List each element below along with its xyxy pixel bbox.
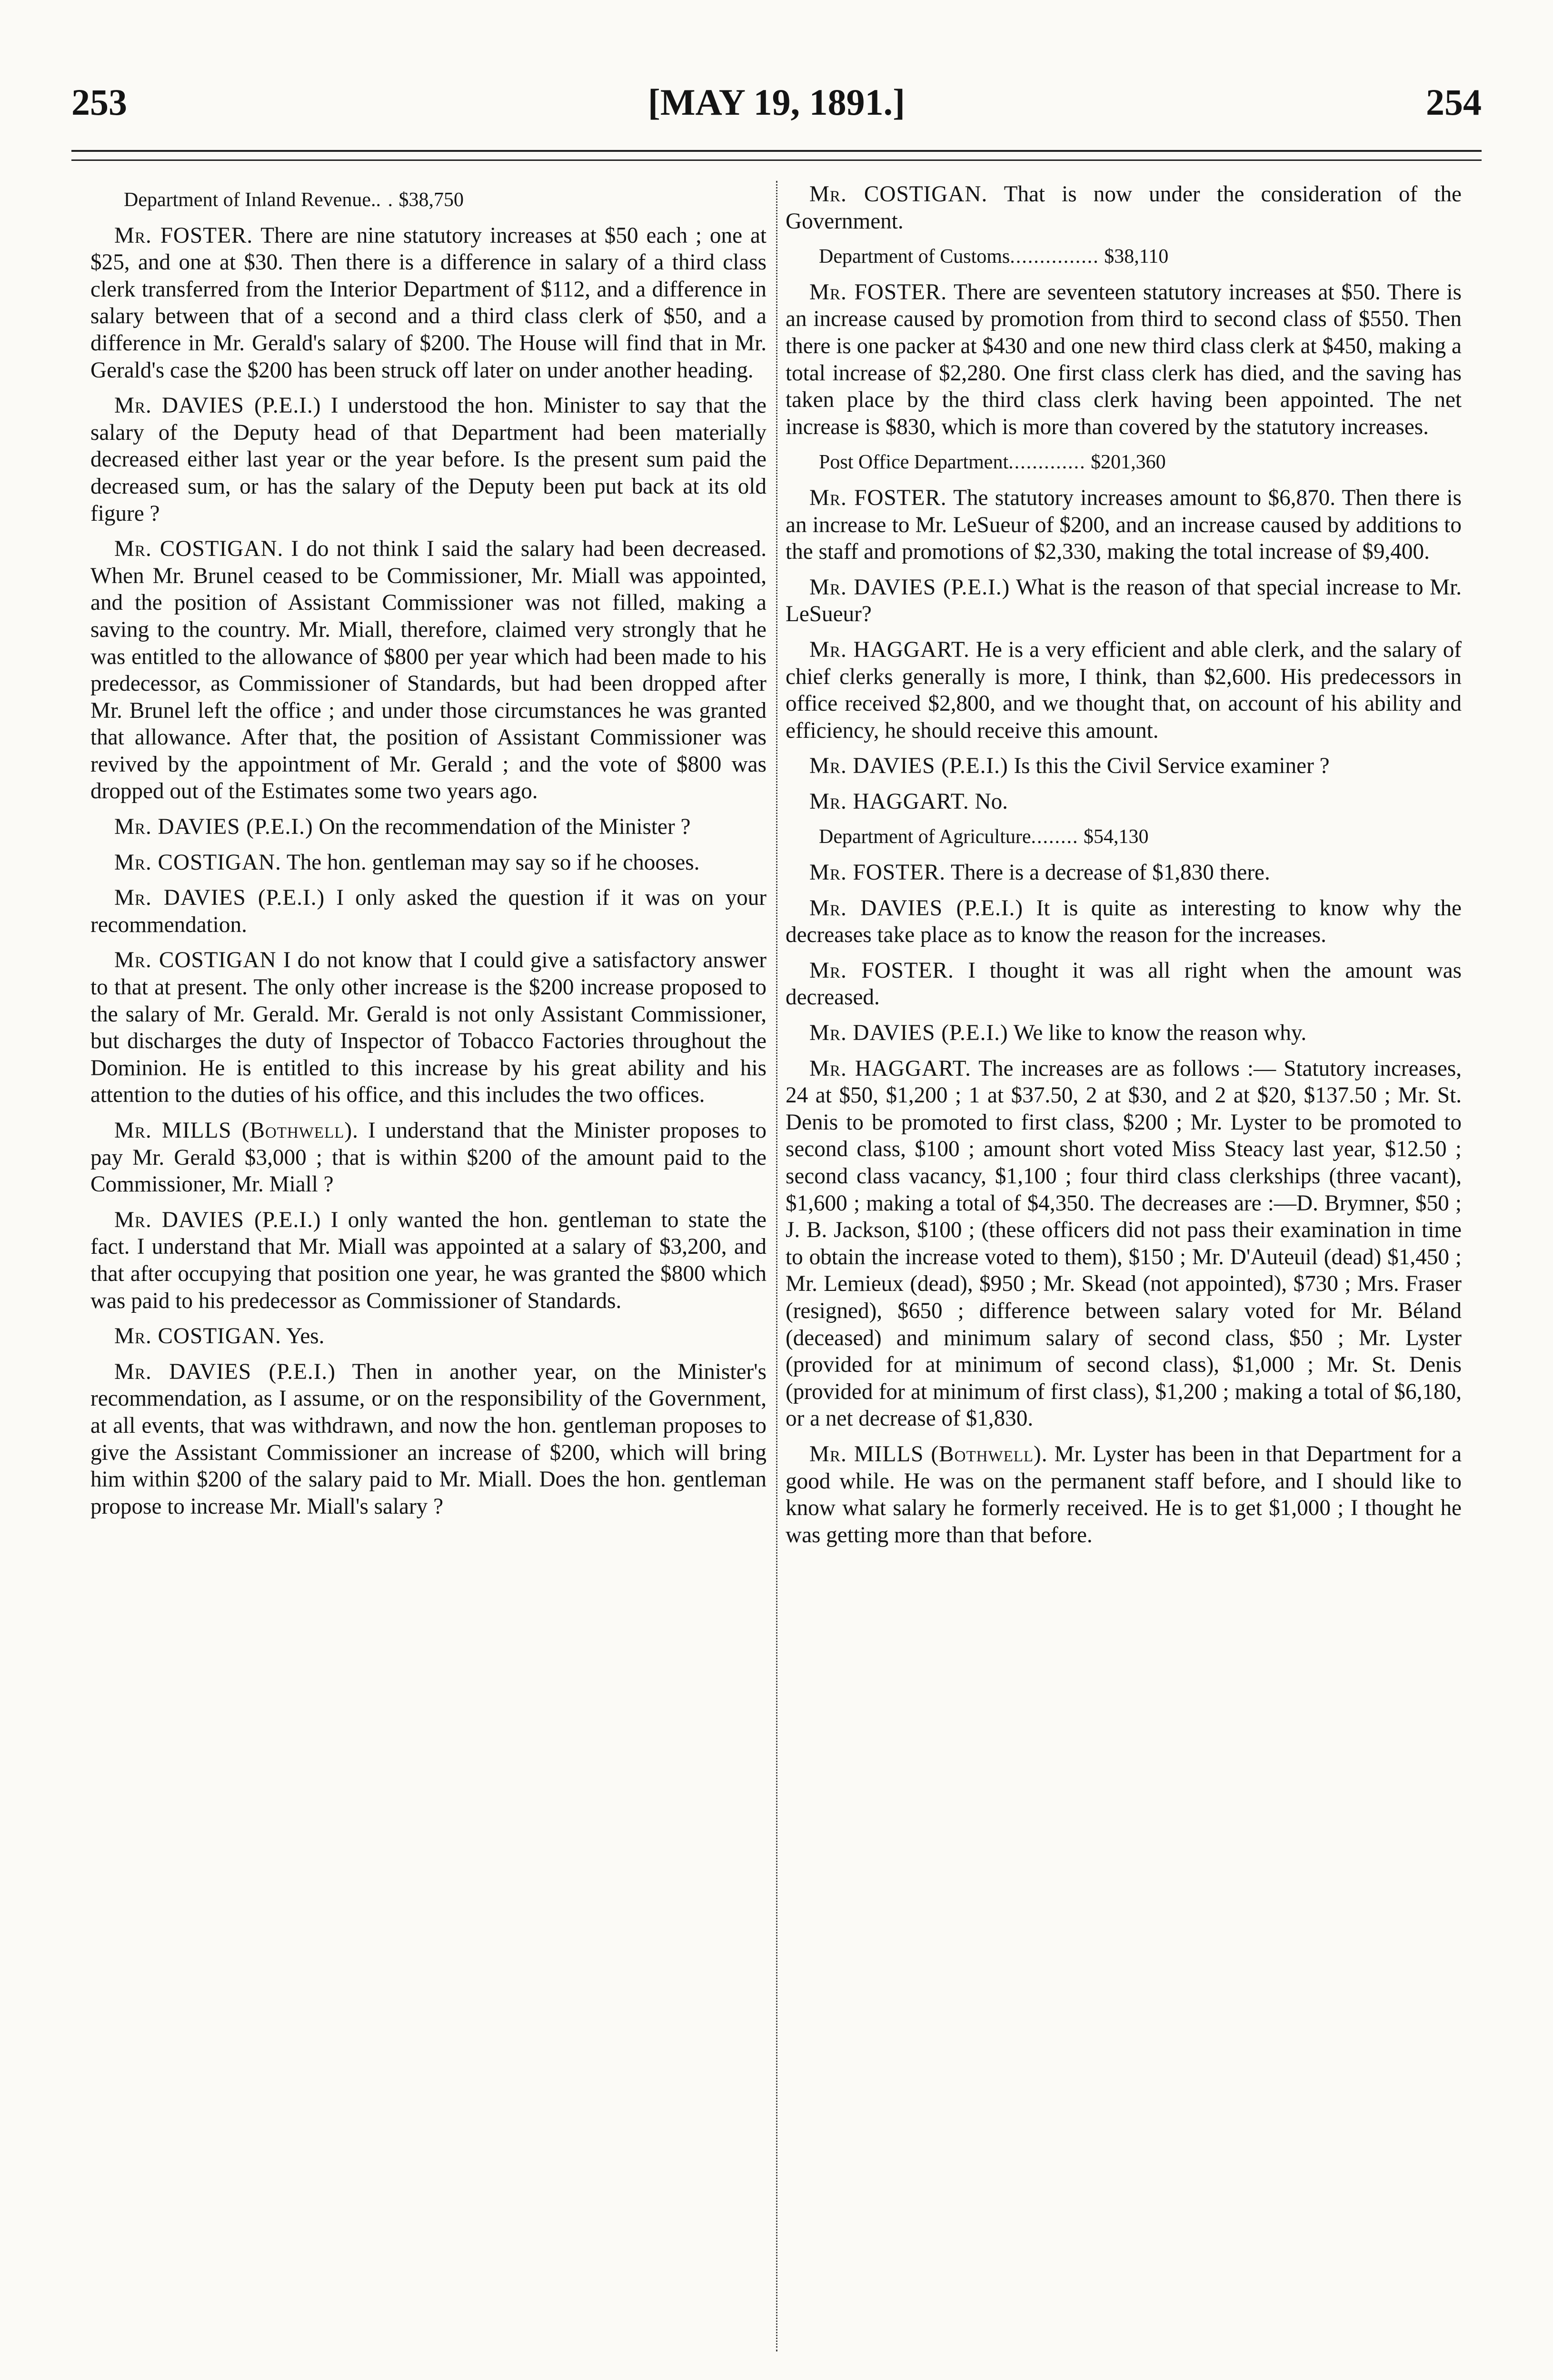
speech-text: We like to know the reason why. [1013,1021,1307,1046]
speech-text: He is a very efficient and able clerk, and the salary of chief clerks generally is more, I think, than $2,600. His predecessors in office received $2,800, and we thought that, on account of his ability and efficiency, he should receive this amount. [786,637,1462,743]
speech-paragraph [786,1055,1462,1432]
speech-text: What is the reason of that special increase to Mr. LeSueur? [786,575,1462,627]
page-date: [MAY 19, 1891.] [647,81,906,123]
speaker-name: Mr. MILLS (Bothwell). [809,1441,1048,1467]
speech-text: On the recommendation of the Minister ? [319,814,691,840]
left-column [90,181,767,2351]
speech-paragraph [786,957,1462,1011]
speech-paragraph [786,788,1462,815]
speaker-name: Mr. DAVIES (P.E.I.) [809,575,1010,600]
speaker-name: Mr. DAVIES (P.E.I.) [809,895,1024,921]
speech-paragraph [786,181,1462,235]
speech-paragraph [90,813,767,841]
speech-paragraph [90,1207,767,1314]
speaker-name: Mr. COSTIGAN [114,948,277,973]
speech-paragraph [90,1117,767,1198]
speaker-name: Mr. DAVIES (P.E.I.) [114,1207,321,1232]
speaker-name: Mr. FOSTER. [114,223,253,248]
speech-paragraph [90,884,767,938]
speech-paragraph [90,1359,767,1520]
speaker-name: Mr. HAGGART. [809,637,970,662]
speech-text: I understand that the Minister proposes to pay Mr. Gerald $3,000 ; that is within $200 of the amount paid to the Commissioner, Mr. Miall ? [90,1118,767,1197]
speaker-name: Mr. HAGGART. [809,789,969,814]
speech-paragraph [90,947,767,1109]
speech-paragraph [90,536,767,805]
speech-paragraph [90,1323,767,1350]
speaker-name: Mr. FOSTER. [809,958,954,983]
speech-text: Is this the Civil Service examiner ? [1014,754,1330,779]
speaker-name: Mr. FOSTER. [809,860,946,885]
speech-paragraph [90,392,767,527]
section-heading: Department of Customs............... $38,110 [819,246,1169,268]
speech-text: There is a decrease of $1,830 there. [951,860,1270,885]
column-divider [776,181,777,2351]
header-rule-top [71,150,1482,152]
speaker-name: Mr. DAVIES (P.E.I.) [809,1021,1008,1046]
speech-text: It is quite as interesting to know why the decreases take place as to know the reason for the increases. [786,895,1462,948]
speech-text: I only asked the question if it was on your recommendation. [90,885,767,937]
speech-text: That is now under the consideration of the Government. [786,182,1462,234]
speech-paragraph [786,636,1462,744]
speaker-name: Mr. COSTIGAN. [809,182,988,207]
speech-text: The statutory increases amount to $6,870. Then there is an increase to Mr. LeSueur of $200, and an increase caused by additions to the staff and promotions of $2,330, making the total increase of $9,400. [786,485,1462,565]
speech-paragraph [786,485,1462,565]
speech-paragraph [786,279,1462,441]
speech-text: There are seventeen statutory increases at $50. There is an increase caused by promotion from third to second class of $550. Then there is one packer at $430 and one new third class clerk at $450, making a total increase of $2,280. One first class clerk has died, and the saving has taken place by the third class clerk having been appointed. The net increase is $830, which is more than covered by the statutory increases. [786,279,1462,439]
speech-text: The increases are as follows :— Statutory increases, 24 at $50, $1,200 ; 1 at $37.50, 2 at $30, and 2 at $20, $137.50 ; Mr. St. Denis to be promoted to first class, $200 ; Mr. Lyster to be promoted to second class, $100 ; amount short voted Miss Steacy last year, $12.50 ; second class vacancy, $1,100 ; four third class clerkships (three vacant), $1,600 ; making a total of $4,350. The decreases are :—D. Brymner, $50 ; J. B. Jackson, $100 ; (these officers did not pass their examination in time to obtain the increase voted to them), $150 ; Mr. D'Auteuil (dead) $1,450 ; Mr. Lemieux (dead), $950 ; Mr. Skead (not appointed), $730 ; Mrs. Fraser (resigned), $650 ; difference between salary voted for Mr. Béland (deceased) and minimum salary of second class, $50 ; Mr. Lyster (provided for at minimum of second class), $1,000 ; Mr. St. Denis (provided for at minimum of first class), $1,200 ; making a total of $6,180, or a net decrease of $1,830. [786,1056,1462,1431]
speech-text: I only wanted the hon. gentleman to state the fact. I understand that Mr. Miall was appointed at a salary of $3,200, and that after occupying that position one year, he was granted the $800 which was paid to his predecessor as Commissioner of Standards. [90,1207,767,1313]
speaker-name: Mr. FOSTER. [809,279,947,305]
speaker-name: Mr. DAVIES (P.E.I.) [114,885,325,911]
speech-text: I do not know that I could give a satisfactory answer to that at present. The only other increase is the $200 increase proposed to the salary of Mr. Gerald. Mr. Gerald is not only Assistant Commissioner, but discharges the duty of Inspector of Tobacco Factories throughout the Dominion. He is entitled to this increase by his great ability and his attention to the duties of his office, and this includes the two offices. [90,948,767,1108]
speech-paragraph [786,574,1462,628]
speech-text: Mr. Lyster has been in that Department for a good while. He was on the permanent staff before, and I should like to know what salary he formerly received. He is to get $1,000 ; I thought he was getting more than that before. [786,1441,1462,1547]
speech-text: No. [975,789,1008,814]
speech-text: Then in another year, on the Minister's recommendation, as I assume, or on the responsibility of the Government, at all events, that was withdrawn, and now the hon. gentleman proposes to give the Assistant Commissioner an increase of $200, which will bring him within $200 of the salary paid to Mr. Miall. Does the hon. gentleman propose to increase Mr. Miall's salary ? [90,1359,767,1519]
page-header [71,81,1482,138]
speaker-name: Mr. DAVIES (P.E.I.) [809,754,1008,779]
speech-text: I do not think I said the salary had been decreased. When Mr. Brunel ceased to be Commissioner, Mr. Miall was appointed, and the position of Assistant Commissioner was not filled, making a saving to the country. Mr. Miall, therefore, claimed very strongly that he was entitled to the allowance of $800 per year which had been made to his predecessor, as Commissioner of Standards, but had been dropped after Mr. Brunel left the office ; and under those circumstances he was granted that allowance. After that, the position of Assistant Commissioner was revived by the appointment of Mr. Gerald ; and the vote of $800 was dropped out of the Estimates some two years ago. [90,536,767,804]
section-heading: Post Office Department............. $201,360 [819,451,1166,474]
speech-text: There are nine statutory increases at $50 each ; one at $25, and one at $30. Then there is a difference in salary of a third class clerk transferred from the Interior Department of $112, and a difference in salary between that of a second and a third class clerk of $50, and a difference in Mr. Gerald's salary of $200. The House will find that in Mr. Gerald's case the $200 has been struck off later on under another heading. [90,223,767,383]
section-heading: Department of Inland Revenue.. . $38,750 [124,189,464,211]
section-heading: Department of Agriculture........ $54,130 [819,826,1149,848]
speech-text: Yes. [286,1324,325,1349]
speech-paragraph [786,859,1462,886]
speaker-name: Mr. COSTIGAN. [114,536,284,562]
speech-paragraph [786,1020,1462,1047]
speaker-name: Mr. FOSTER. [809,485,947,510]
header-rule-bottom [71,159,1482,161]
speech-text: I thought it was all right when the amount was decreased. [786,958,1462,1010]
speech-paragraph [90,849,767,876]
speech-paragraph [786,753,1462,780]
speaker-name: Mr. DAVIES (P.E.I.) [114,393,321,418]
speaker-name: Mr. DAVIES (P.E.I.) [114,814,313,840]
speaker-name: Mr. DAVIES (P.E.I.) [114,1359,336,1384]
speaker-name: Mr. COSTIGAN. [114,850,281,875]
speaker-name: Mr. MILLS (Bothwell). [114,1118,358,1143]
speech-paragraph [786,1441,1462,1548]
speech-text: The hon. gentleman may say so if he chooses. [286,850,700,875]
speech-paragraph [90,222,767,384]
speaker-name: Mr. COSTIGAN. [114,1324,281,1349]
page-number-left: 253 [71,81,127,123]
right-column [786,181,1462,2351]
speaker-name: Mr. HAGGART. [809,1056,971,1081]
speech-text: I understood the hon. Minister to say that the salary of the Deputy head of that Department had been materially decreased either last year or the year before. Is the present sum paid the decreased sum, or has the salary of the Deputy been put back at its old figure ? [90,393,767,526]
page-number-right: 254 [1426,81,1482,123]
speech-paragraph [786,895,1462,949]
